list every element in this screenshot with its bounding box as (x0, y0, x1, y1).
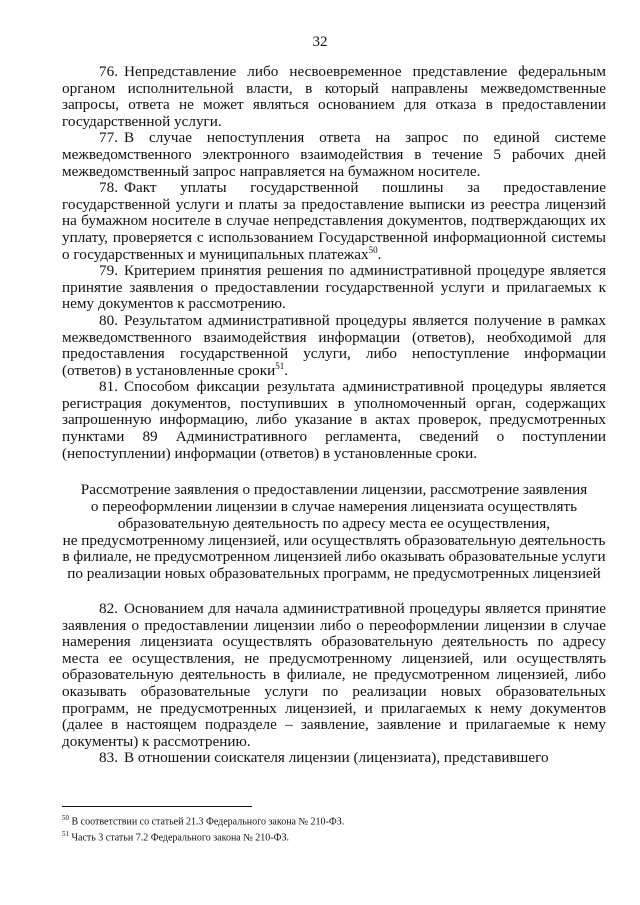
footnotes (62, 812, 606, 845)
paragraph-text: В случае непоступления ответа на запрос по единой системе межведомственного электронного взаимодействия в течение 5 рабочих дней межведомственный запрос направляется на бумажном носителе. (62, 129, 606, 180)
paragraph-tail: . (377, 245, 382, 263)
paragraph-number: 78. (99, 179, 118, 197)
footnote-50 (62, 812, 606, 828)
paragraph-77 (62, 130, 606, 180)
page-number: 32 (312, 34, 328, 50)
paragraph-79 (62, 263, 606, 313)
paragraph-82 (62, 601, 606, 750)
paragraph-text: Результатом административной процедуры является получение в рамках межведомственного взаимодействия информации (ответов), необходимой для предоставления государственной услуги, либо непоступление информации (ответов) в установленные сроки (62, 311, 606, 379)
paragraph-tail: . (284, 361, 289, 379)
heading-line: в филиале, не предусмотренном лицензией либо оказывать образовательные услуги (62, 548, 606, 566)
heading-line: по реализации новых образовательных программ, не предусмотренных лицензией (67, 565, 601, 583)
paragraph-number: 79. (99, 262, 118, 280)
heading-line: о переоформлении лицензии в случае намерения лицензиата осуществлять (90, 498, 578, 516)
paragraph-number: 80. (99, 311, 118, 329)
footnote-text: Часть 3 статьи 7.2 Федерального закона № 210-ФЗ. (71, 832, 290, 844)
paragraph-80 (62, 313, 606, 379)
heading-line: образовательную деятельность по адресу места ее осуществления, (117, 514, 551, 532)
heading-line: не предусмотренному лицензией, или осуществлять образовательную деятельность (62, 531, 606, 549)
footnote-ref-50[interactable]: 50 (368, 244, 378, 255)
document-body (62, 64, 606, 767)
paragraph-text: Критерием принятия решения по административной процедуре является принятие заявления о предоставлении государственной услуги и прилагаемых к нему документов к рассмотрению. (62, 262, 606, 313)
footnote-ref-51[interactable]: 51 (275, 360, 285, 371)
paragraph-text: Основанием для начала административной процедуры является принятие заявления о предоставлении лицензии либо о переоформлении лицензии в случае намерения лицензиата осуществлять образовательную деятельность по адресу места ее осуществления, не предусмотренному лицензией, или осуществлять образовательную деятельность в филиале, не предусмотренном лицензией, либо оказывать образовательные услуги по реализации новых образовательных программ, не предусмотренных лицензией, и прилагаемых к нему документов (далее в настоящем подразделе – заявление, заявление и прилагаемые к нему документы) к рассмотрению. (62, 600, 606, 750)
footnote-divider (62, 806, 252, 807)
footnote-text: В соответствии со статьей 21.3 Федерального закона № 210-ФЗ. (71, 816, 345, 828)
paragraph-76 (62, 64, 606, 130)
footnote-mark: 51 (62, 830, 69, 839)
paragraph-83 (62, 750, 606, 767)
paragraph-text: Способом фиксации результата административной процедуры является регистрация документов, поступивших в уполномоченный орган, содержащих запрошенную информацию, либо указание в актах проверок, предусмотренных пунктами 89 Административного регламента, сведений о поступлении (непоступлении) информации (ответов) в установленные сроки. (62, 378, 606, 462)
paragraph-number: 83. (99, 749, 118, 767)
footnote-mark: 50 (62, 814, 69, 822)
paragraph-number: 81. (99, 378, 118, 396)
paragraph-number: 76. (99, 63, 118, 80)
paragraph-78 (62, 180, 606, 263)
section-heading (62, 482, 606, 583)
paragraph-number: 77. (99, 129, 118, 147)
paragraph-text: Непредставление либо несвоевременное представление федеральным органом исполнительной власти, в который направлены межведомственные запросы, ответа не может являться основанием для отказа в предоставлении государственной услуги. (62, 63, 606, 130)
footnote-51 (62, 828, 606, 844)
paragraph-number: 82. (99, 600, 118, 618)
heading-line: Рассмотрение заявления о предоставлении лицензии, рассмотрение заявления (80, 481, 588, 499)
paragraph-81 (62, 379, 606, 462)
paragraph-text: Факт уплаты государственной пошлины за предоставление государственной услуги и платы за предоставление выписки из реестра лицензий на бумажном носителе в случае непредставления документов, подтверждающих их уплату, проверяется с использованием Государственной информационной системы о государственных и муниципальных платежах (62, 179, 606, 263)
paragraph-text: В отношении соискателя лицензии (лицензиата), представившего (123, 749, 549, 767)
